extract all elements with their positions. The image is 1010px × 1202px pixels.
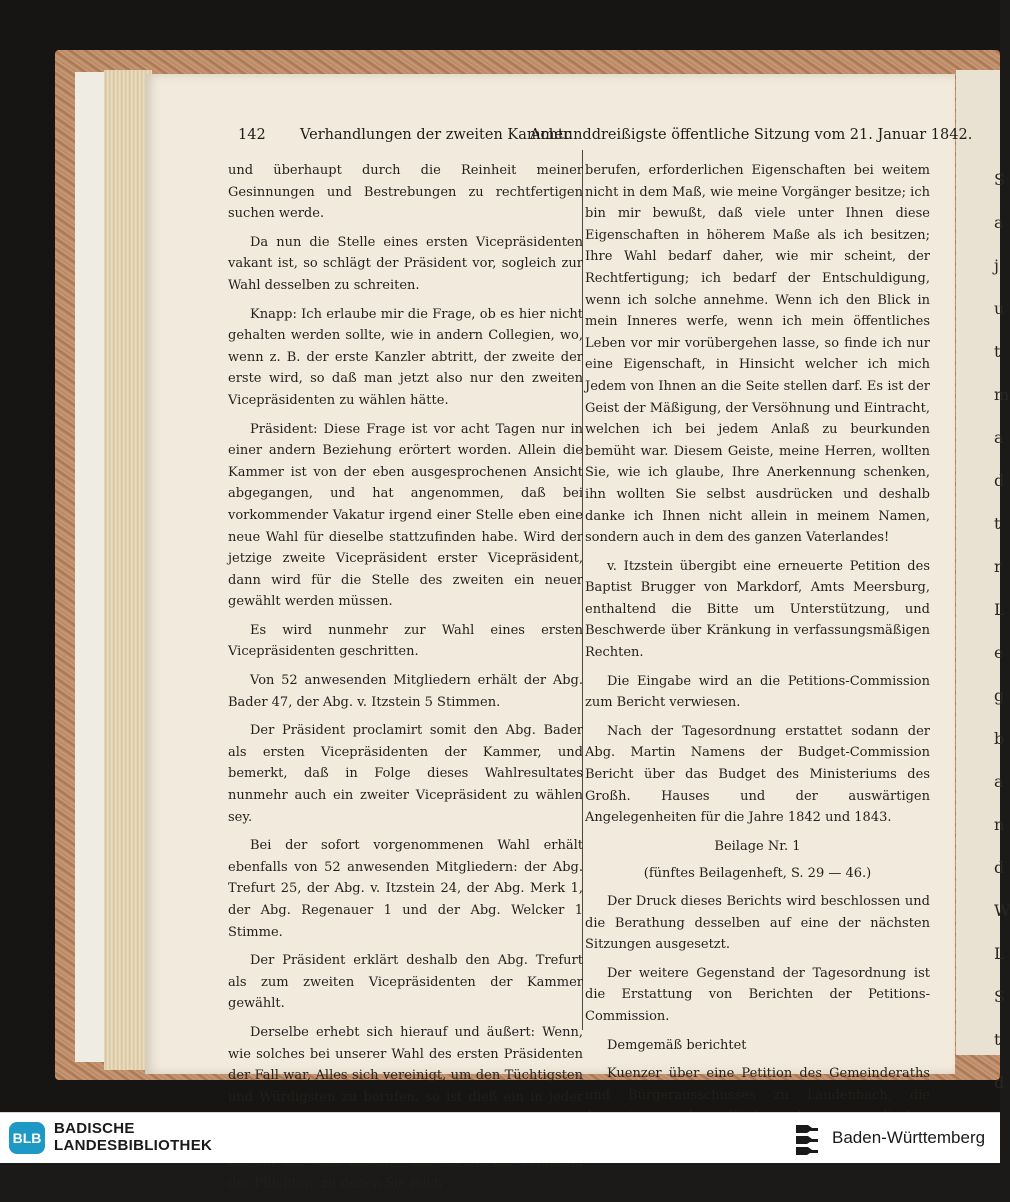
next-page-glyph: b — [994, 729, 1005, 748]
right-column — [585, 160, 930, 1157]
footer-bar — [0, 1112, 1000, 1163]
next-page-glyph: u — [994, 299, 1005, 318]
session-title: Achtunddreißigste öffentliche Sitzung vom 21. Januar 1842. — [530, 127, 973, 143]
next-page-glyph: L — [994, 600, 1005, 619]
next-page-glyph: j — [994, 256, 999, 275]
next-page-glyph: W — [994, 901, 1010, 920]
paragraph: Die Eingabe wird an die Petitions-Commission zum Bericht verwiesen. — [585, 673, 930, 711]
paragraph: Es wird nunmehr zur Wahl eines ersten Vicepräsidenten geschritten. — [228, 622, 583, 660]
next-page-glyph: a — [994, 213, 1004, 232]
paragraph: Der Präsident erklärt deshalb den Abg. Trefurt als zum zweiten Vicepräsidenten der Kammer gewählt. — [228, 953, 583, 1012]
next-page-glyph: e — [994, 643, 1004, 662]
next-page-glyph: a — [994, 428, 1004, 447]
paragraph: Nach der Tagesordnung erstattet sodann der Abg. Martin Namens der Budget-Commission Bericht über das Budget des Ministeriums des Großh. Hauses und der auswärtigen Angelegenheiten für die Jahre 1842 und 1843. — [585, 723, 930, 826]
next-page-edge — [956, 70, 1010, 1092]
paragraph: und überhaupt durch die Reinheit meiner Gesinnungen und Bestrebungen zu rechtfertigen suchen werde. — [228, 163, 583, 222]
page-edge-light — [75, 72, 107, 1062]
paragraph: Demgemäß berichtet — [607, 1037, 747, 1053]
baden-wuerttemberg-lions-icon — [792, 1121, 822, 1155]
next-page-glyph: d — [994, 471, 1005, 490]
paragraph: Kuenzer über eine Petition des Gemeinderaths und Bürgerausschusses zu Laudenbach, die — [585, 1066, 930, 1103]
next-page-glyph: g — [994, 686, 1005, 705]
next-page-glyph: r — [994, 557, 1002, 576]
next-page-glyph: S — [994, 987, 1005, 1006]
state-name[interactable]: Baden-Württemberg — [832, 1128, 986, 1147]
paragraph: Der Präsident proclamirt somit den Abg. Bader als ersten Vicepräsidenten der Kammer, und bemerkt, daß in Folge dieses Wahlresultates nunmehr auch ein zweiter Vicepräsident zu wählen sey. — [228, 723, 583, 825]
next-page-glyph: d — [994, 858, 1005, 877]
next-page-glyph: a — [994, 772, 1004, 791]
next-page-glyph: m — [994, 385, 1010, 404]
next-page-glyph: L — [994, 944, 1005, 963]
paragraph: Der Druck dieses Berichts wird beschlossen und die Berathung desselben auf eine der nächsten Sitzungen ausgesetzt. — [585, 894, 930, 953]
left-column — [228, 160, 583, 1202]
appendix-heading: Beilage Nr. 1 — [714, 838, 801, 854]
page-number: 142 — [238, 127, 266, 143]
paragraph: Der weitere Gegenstand der Tagesordnung ist die Erstattung von Berichten der Petitions-Commission. — [585, 965, 930, 1024]
next-page-glyph: t — [994, 1030, 1001, 1049]
next-page-glyph: t — [994, 514, 1001, 533]
library-name-line2: LANDESBIBLIOTHEK — [54, 1137, 213, 1154]
blb-logo[interactable]: BLB — [9, 1122, 45, 1154]
paragraph: Von 52 anwesenden Mitgliedern erhält der Abg. Bader 47, der Abg. v. Itzstein 5 Stimmen. — [228, 673, 583, 710]
library-name — [54, 1120, 212, 1154]
paragraph: Derselbe erhebt sich hierauf und äußert: Wenn, wie solches bei unserer Wahl des ersten Präsidenten der Fall war, Alles sich vereinigt, um den Tüchtigsten und Würdigsten zu berufen, so ist dieß ein in jeder der Pflichten, zu denen Sie mich — [228, 1024, 583, 1192]
next-page-glyph: d — [994, 1073, 1005, 1092]
paragraph: berufen, erforderlichen Eigenschaften bei weitem nicht in dem Maß, wie meine Vorgänger besitze; ich bin mir bewußt, daß viele unter Ihnen diese Eigenschaften in höherem Maße als ich besitzen; Ihre Wahl bedarf daher, wie mir scheint, der Rechtfertigung; ich bedarf der Entschuldigung, wenn ich solche annehme. Wenn ich den Blick in mein Inneres werfe, wenn ich mein öffentliches Leben vor mir vorübergehen lasse, so finde ich nur eine Eigenschaft, in Hinsicht welcher ich mich Jedem von Ihnen an die Seite stellen darf. Es ist der Geist der Mäßigung, der Versöhnung und Eintracht, welchen ich bei jedem Anlaß zu beurkunden bemüht war. Diesem Geiste, meine Herren, wollten Sie, wie ich glaube, Ihre Anerkennung schenken, ihn wollten Sie selbst ausdrücken und deshalb danke ich Ihnen nicht allein in meinem Namen, sondern auch in dem des ganzen Vaterlandes! — [585, 163, 930, 546]
library-name-line1: BADISCHE — [54, 1120, 135, 1137]
next-page-glyph: t — [994, 342, 1001, 361]
paragraph: Da nun die Stelle eines ersten Vicepräsidenten vakant ist, so schlägt der Präsident vor, sogleich zur Wahl desselben zu schreiten. — [228, 234, 583, 293]
paragraph: Bei der sofort vorgenommenen Wahl erhält ebenfalls von 52 anwesenden Mitgliedern: der Abg. Trefurt 25, der Abg. v. Itzstein 24, der Abg. Merk 1, der Abg. Regenauer 1 und der Abg. Welcker 1 Stimme. — [228, 838, 583, 940]
next-page-glyph: S — [994, 170, 1005, 189]
paragraph: Knapp: Ich erlaube mir die Frage, ob es hier nicht gehalten werden sollte, wie in andern Collegien, wo, wenn z. B. der erste Kanzler abtritt, der zweite der erste wird, so daß man jetzt also nur den zweiten Vicepräsidenten zu wählen hätte. — [228, 306, 583, 408]
next-page-glyph: n — [994, 815, 1005, 834]
paragraph: v. Itzstein übergibt eine erneuerte Petition des Baptist Brugger von Markdorf, Amts Meersburg, enthaltend die Bitte um Unterstützung, und Beschwerde über Kränkung in verfassungsmäßigen Rechten. — [585, 558, 930, 661]
appendix-reference: (fünftes Beilagenheft, S. 29 — 46.) — [643, 866, 872, 882]
running-title: Verhandlungen der zweiten Kammer. — [300, 127, 573, 143]
paragraph: Präsident: Diese Frage ist vor acht Tagen nur in einer andern Beziehung erörtert worden. Allein die Kammer ist von der eben ausgesprochenen Ansicht abgegangen, und hat angenommen, daß bei vorkommender Vakatur irgend einer Stelle eben eine neue Wahl für dieselbe stattzufinden habe. Wird der jetzige zweite Vicepräsident erster Vicepräsident, dann wird für die Stelle des zweiten ein neuer gewählt werden müssen. — [228, 421, 583, 610]
